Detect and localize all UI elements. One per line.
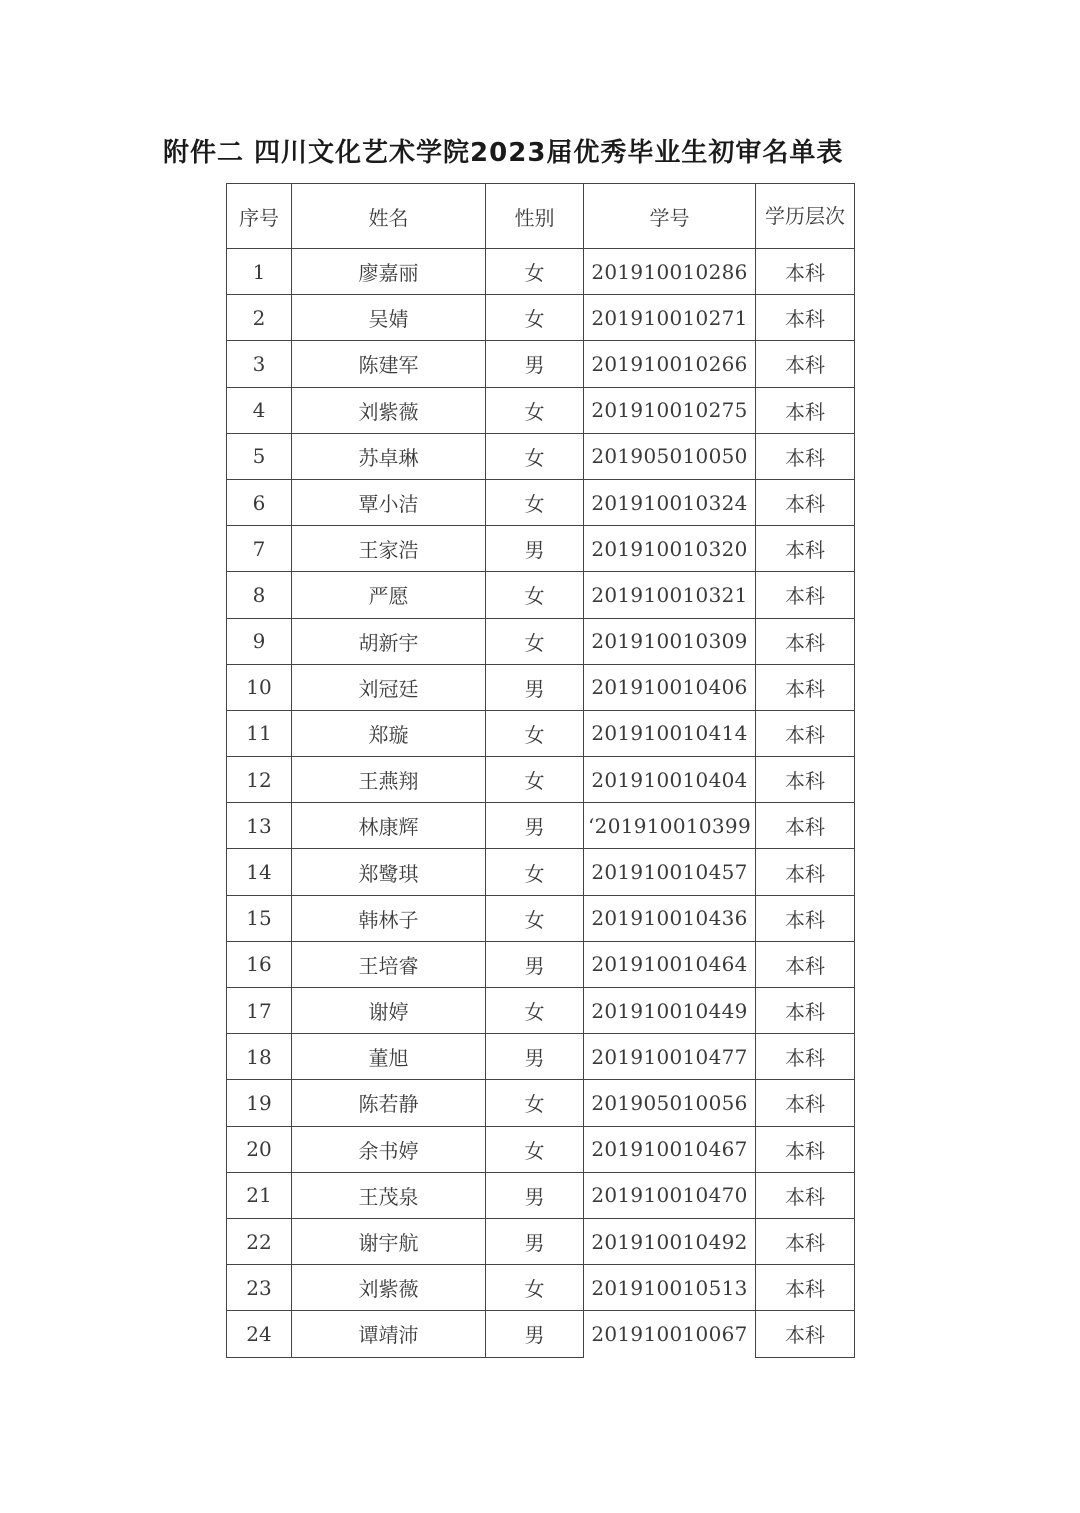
cell-student-id: 201910010275 — [584, 387, 756, 433]
cell-index: 23 — [227, 1265, 292, 1311]
cell-student-id: 201910010414 — [584, 710, 756, 756]
header-row — [227, 184, 855, 249]
cell-name: 苏卓琳 — [292, 433, 486, 479]
cell-index: 19 — [227, 1080, 292, 1126]
cell-education-level: 本科 — [756, 1218, 855, 1264]
cell-gender: 女 — [486, 618, 584, 664]
cell-student-id: 201910010406 — [584, 664, 756, 710]
cell-gender: 女 — [486, 387, 584, 433]
cell-index: 20 — [227, 1126, 292, 1172]
table-row — [227, 849, 855, 895]
table-row — [227, 1172, 855, 1218]
cell-name: 王培睿 — [292, 941, 486, 987]
cell-student-id: 201910010492 — [584, 1218, 756, 1264]
cell-gender: 男 — [486, 526, 584, 572]
cell-gender: 女 — [486, 479, 584, 525]
cell-index: 5 — [227, 433, 292, 479]
cell-index: 16 — [227, 941, 292, 987]
cell-student-id: 201910010477 — [584, 1034, 756, 1080]
cell-gender: 女 — [486, 710, 584, 756]
cell-gender: 女 — [486, 1080, 584, 1126]
table-row — [227, 479, 855, 525]
cell-gender: 女 — [486, 1126, 584, 1172]
cell-education-level: 本科 — [756, 1311, 855, 1357]
cell-index: 7 — [227, 526, 292, 572]
cell-index: 3 — [227, 341, 292, 387]
cell-index: 22 — [227, 1218, 292, 1264]
cell-education-level: 本科 — [756, 479, 855, 525]
cell-education-level: 本科 — [756, 526, 855, 572]
cell-education-level: 本科 — [756, 1126, 855, 1172]
cell-name: 吴婧 — [292, 295, 486, 341]
cell-index: 2 — [227, 295, 292, 341]
cell-index: 11 — [227, 710, 292, 756]
table-row — [227, 941, 855, 987]
cell-gender: 女 — [486, 988, 584, 1034]
cell-education-level: 本科 — [756, 618, 855, 664]
cell-education-level: 本科 — [756, 295, 855, 341]
cell-education-level: 本科 — [756, 1034, 855, 1080]
cell-education-level: 本科 — [756, 1265, 855, 1311]
cell-index: 14 — [227, 849, 292, 895]
cell-name: 郑鹭琪 — [292, 849, 486, 895]
table-row — [227, 1311, 855, 1357]
table-row — [227, 433, 855, 479]
cell-gender: 女 — [486, 849, 584, 895]
cell-index: 6 — [227, 479, 292, 525]
document-title: 附件二 四川文化艺术学院2023届优秀毕业生初审名单表 — [163, 138, 844, 168]
cell-name: 严愿 — [292, 572, 486, 618]
cell-index: 17 — [227, 988, 292, 1034]
cell-index: 21 — [227, 1172, 292, 1218]
cell-education-level: 本科 — [756, 1172, 855, 1218]
cell-student-id: 201910010436 — [584, 895, 756, 941]
cell-gender: 男 — [486, 1034, 584, 1080]
table-row — [227, 803, 855, 849]
table-row — [227, 249, 855, 295]
cell-student-id: 201910010067 — [584, 1311, 756, 1357]
table-row — [227, 1218, 855, 1264]
cell-name: 廖嘉丽 — [292, 249, 486, 295]
cell-education-level: 本科 — [756, 895, 855, 941]
table-row — [227, 1034, 855, 1080]
table-row — [227, 618, 855, 664]
cell-student-id: 201910010271 — [584, 295, 756, 341]
table-row — [227, 1126, 855, 1172]
cell-name: 王燕翔 — [292, 757, 486, 803]
cell-education-level: 本科 — [756, 664, 855, 710]
cell-student-id: 201910010464 — [584, 941, 756, 987]
cell-student-id: 201905010050 — [584, 433, 756, 479]
table-row — [227, 526, 855, 572]
cell-index: 12 — [227, 757, 292, 803]
cell-student-id: 201910010320 — [584, 526, 756, 572]
cell-student-id: 201910010457 — [584, 849, 756, 895]
cell-index: 10 — [227, 664, 292, 710]
header-name: 姓名 — [292, 184, 486, 249]
cell-gender: 女 — [486, 295, 584, 341]
table-row — [227, 572, 855, 618]
table-row — [227, 710, 855, 756]
cell-gender: 女 — [486, 572, 584, 618]
cell-name: 余书婷 — [292, 1126, 486, 1172]
cell-name: 谢婷 — [292, 988, 486, 1034]
table-row — [227, 664, 855, 710]
table-row — [227, 757, 855, 803]
cell-name: 胡新宇 — [292, 618, 486, 664]
cell-education-level: 本科 — [756, 341, 855, 387]
table-row — [227, 1265, 855, 1311]
cell-name: 韩林子 — [292, 895, 486, 941]
table-header — [227, 184, 855, 249]
cell-name: 王家浩 — [292, 526, 486, 572]
cell-name: 刘紫薇 — [292, 1265, 486, 1311]
cell-student-id: 201910010467 — [584, 1126, 756, 1172]
cell-gender: 男 — [486, 1218, 584, 1264]
cell-name: 董旭 — [292, 1034, 486, 1080]
table-row — [227, 295, 855, 341]
cell-student-id: 201905010056 — [584, 1080, 756, 1126]
cell-education-level: 本科 — [756, 1080, 855, 1126]
cell-student-id: 201910010324 — [584, 479, 756, 525]
table-row — [227, 1080, 855, 1126]
cell-index: 24 — [227, 1311, 292, 1357]
cell-index: 4 — [227, 387, 292, 433]
cell-index: 15 — [227, 895, 292, 941]
table-row — [227, 341, 855, 387]
cell-gender: 女 — [486, 895, 584, 941]
cell-education-level: 本科 — [756, 988, 855, 1034]
cell-gender: 女 — [486, 433, 584, 479]
cell-education-level: 本科 — [756, 803, 855, 849]
header-gender: 性别 — [486, 184, 584, 249]
cell-student-id: 201910010513 — [584, 1265, 756, 1311]
cell-student-id: ‘201910010399 — [584, 803, 756, 849]
cell-gender: 男 — [486, 1172, 584, 1218]
table-row — [227, 988, 855, 1034]
cell-name: 郑璇 — [292, 710, 486, 756]
cell-name: 覃小洁 — [292, 479, 486, 525]
cell-name: 陈建军 — [292, 341, 486, 387]
cell-education-level: 本科 — [756, 572, 855, 618]
cell-index: 13 — [227, 803, 292, 849]
cell-student-id: 201910010286 — [584, 249, 756, 295]
cell-name: 谭靖沛 — [292, 1311, 486, 1357]
cell-student-id: 201910010470 — [584, 1172, 756, 1218]
cell-gender: 男 — [486, 803, 584, 849]
cell-student-id: 201910010321 — [584, 572, 756, 618]
cell-education-level: 本科 — [756, 941, 855, 987]
graduate-roster-table — [226, 183, 855, 1358]
cell-education-level: 本科 — [756, 757, 855, 803]
cell-education-level: 本科 — [756, 249, 855, 295]
table-body — [227, 249, 855, 1358]
cell-gender: 女 — [486, 1265, 584, 1311]
cell-education-level: 本科 — [756, 387, 855, 433]
cell-name: 刘冠廷 — [292, 664, 486, 710]
cell-student-id: 201910010266 — [584, 341, 756, 387]
cell-education-level: 本科 — [756, 433, 855, 479]
table-row — [227, 387, 855, 433]
cell-index: 9 — [227, 618, 292, 664]
table-row — [227, 895, 855, 941]
cell-education-level: 本科 — [756, 849, 855, 895]
cell-student-id: 201910010404 — [584, 757, 756, 803]
cell-gender: 男 — [486, 941, 584, 987]
cell-student-id: 201910010449 — [584, 988, 756, 1034]
cell-index: 1 — [227, 249, 292, 295]
cell-education-level: 本科 — [756, 710, 855, 756]
cell-student-id: 201910010309 — [584, 618, 756, 664]
cell-name: 王茂泉 — [292, 1172, 486, 1218]
cell-index: 8 — [227, 572, 292, 618]
cell-gender: 男 — [486, 664, 584, 710]
cell-index: 18 — [227, 1034, 292, 1080]
header-education-level: 学历层次 — [756, 184, 855, 249]
cell-gender: 女 — [486, 249, 584, 295]
cell-name: 刘紫薇 — [292, 387, 486, 433]
cell-name: 林康辉 — [292, 803, 486, 849]
cell-gender: 女 — [486, 757, 584, 803]
cell-gender: 男 — [486, 341, 584, 387]
cell-gender: 男 — [486, 1311, 584, 1357]
cell-name: 谢宇航 — [292, 1218, 486, 1264]
cell-name: 陈若静 — [292, 1080, 486, 1126]
header-student-id: 学号 — [584, 184, 756, 249]
header-index: 序号 — [227, 184, 292, 249]
